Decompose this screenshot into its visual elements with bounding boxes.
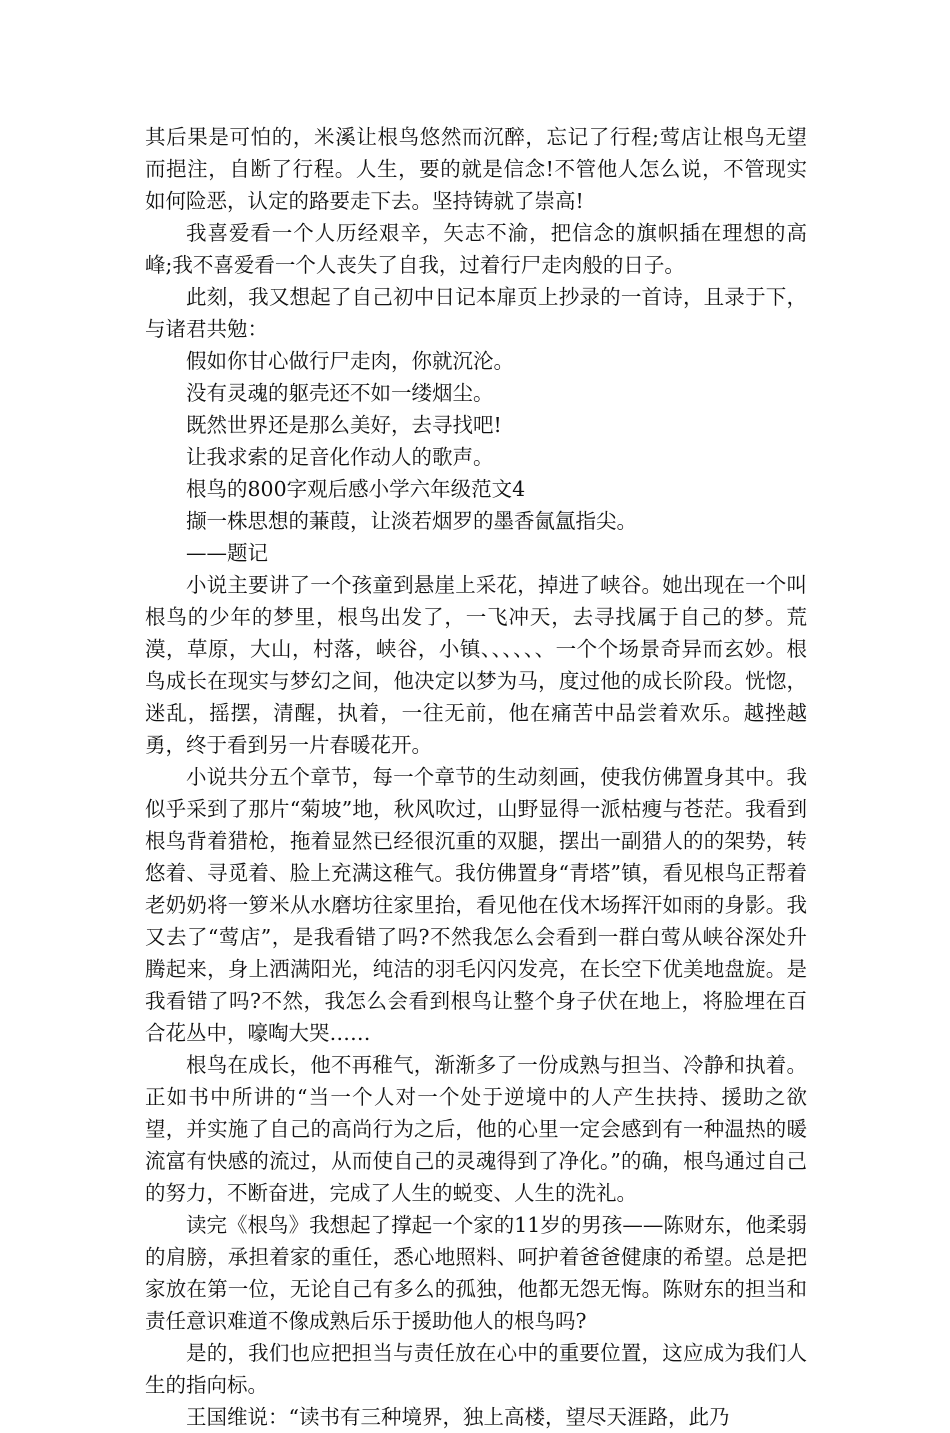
- poem-line-3: 既然世界还是那么美好，去寻找吧!: [186, 413, 502, 437]
- paragraph-wang-guowei: 王国维说：“读书有三种境界，独上高楼，望尽天涯路，此乃: [186, 1405, 730, 1429]
- paragraph-chapters: 小说共分五个章节，每一个章节的生动刻画，使我仿佛置身其中。我似乎采到了那片“菊坡”地，秋风吹过，山野显得一派枯瘦与苍茫。我看到根鸟背着猎枪，拖着显然已经很沉重的双腿，摆出一副猎人的的架势，转悠着、寻觅着、脸上充满这稚气。我仿佛置身“青塔”镇，看见根鸟正帮着老奶奶将一箩米从水磨坊往家里抬，看见他在伐木场挥汗如雨的身影。我又去了“莺店”，是我看错了吗?不然我怎么会看到一群白莺从峡谷深处升腾起来，身上洒满阳光，纯洁的羽毛闪闪发亮，在长空下优美地盘旋。是我看错了吗?不然，我怎么会看到根鸟让整个身子伏在地上，将脸埋在百合花丛中，嚎啕大哭……: [145, 765, 807, 1045]
- section-heading: 根鸟的800字观后感小学六年级范文4: [186, 477, 526, 501]
- paragraph-responsibility: 是的，我们也应把担当与责任放在心中的重要位置，这应成为我们人生的指向标。: [145, 1341, 807, 1397]
- paragraph-poem-intro: 此刻，我又想起了自己初中日记本扉页上抄录的一首诗，且录于下，与诸君共勉：: [145, 285, 807, 341]
- paragraph-continuation: 其后果是可怕的，米溪让根鸟悠然而沉醉，忘记了行程;莺店让根鸟无望而挹注，自断了行程。人生，要的就是信念!不管他人怎么说，不管现实如何险恶，认定的路要走下去。坚持铸就了崇高!: [145, 125, 807, 213]
- paragraph-growth: 根鸟在成长，他不再稚气，渐渐多了一份成熟与担当、冷静和执着。正如书中所讲的“当一个人对一个处于逆境中的人产生扶持、援助之欲望，并实施了自己的高尚行为之后，他的心里一定会感到有一种温热的暖流富有快感的流过，从而使自己的灵魂得到了净化。”的确，根鸟通过自己的努力，不断奋进，完成了人生的蜕变、人生的洗礼。: [145, 1053, 807, 1205]
- epigraph-attribution: ——题记: [186, 541, 268, 565]
- poem-line-2: 没有灵魂的躯壳还不如一缕烟尘。: [186, 381, 494, 405]
- poem-line-1: 假如你甘心做行尸走肉，你就沉沦。: [186, 349, 514, 373]
- document-body: [145, 121, 807, 1433]
- paragraph-summary: 小说主要讲了一个孩童到悬崖上采花，掉进了峡谷。她出现在一个叫根鸟的少年的梦里，根鸟出发了，一飞冲天，去寻找属于自己的梦。荒漠，草原，大山，村落，峡谷，小镇、、、、、、一个个场景奇异而玄妙。根鸟成长在现实与梦幻之间，他决定以梦为马，度过他的成长阶段。恍惚，迷乱，摇摆，清醒，执着，一往无前，他在痛苦中品尝着欢乐。越挫越勇，终于看到另一片春暖花开。: [145, 573, 807, 757]
- poem-line-4: 让我求索的足音化作动人的歌声。: [186, 445, 494, 469]
- paragraph-belief: 我喜爱看一个人历经艰辛，矢志不渝，把信念的旗帜插在理想的高峰;我不喜爱看一个人丧失了自我，过着行尸走肉般的日子。: [145, 221, 807, 277]
- epigraph: 撷一株思想的蒹葭，让淡若烟罗的墨香氤氲指尖。: [186, 509, 637, 533]
- paragraph-chen-caidong: 读完《根鸟》我想起了撑起一个家的11岁的男孩——陈财东，他柔弱的肩膀，承担着家的重任，悉心地照料、呵护着爸爸健康的希望。总是把家放在第一位，无论自己有多么的孤独，他都无怨无悔。陈财东的担当和责任意识难道不像成熟后乐于援助他人的根鸟吗?: [145, 1213, 807, 1333]
